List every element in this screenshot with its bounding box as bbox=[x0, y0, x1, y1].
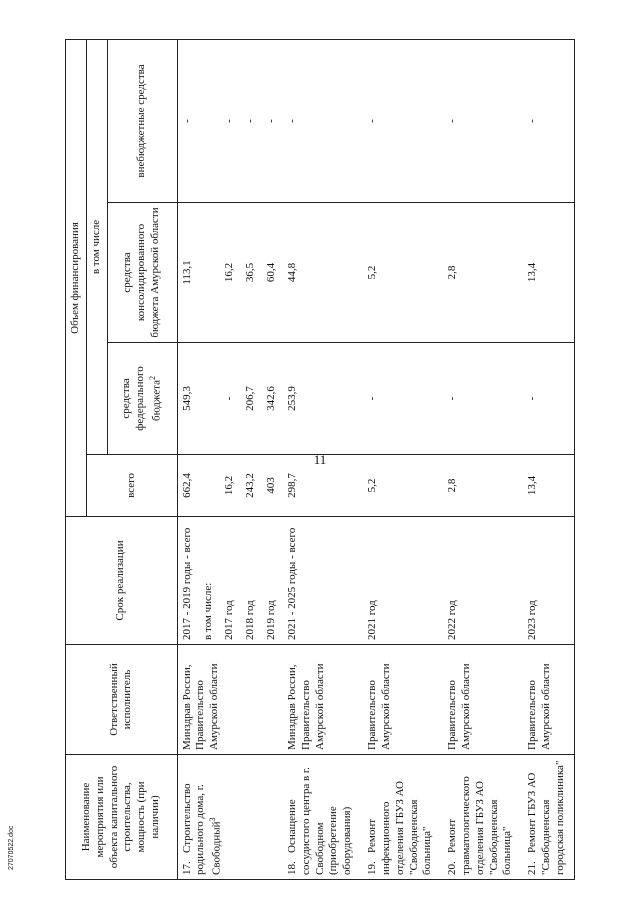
row-extra bbox=[199, 39, 220, 202]
row-name: Оснащение сосудистого центра в г. Свободном (приобретение оборудования) bbox=[286, 767, 354, 875]
row-period: 2021 год bbox=[363, 517, 443, 645]
row-name-footnote: 3 bbox=[208, 817, 217, 822]
row-total: 403 bbox=[262, 455, 283, 517]
row-extra: - bbox=[262, 39, 283, 202]
row-name-cell bbox=[363, 755, 443, 880]
header-period: Срок реализации bbox=[66, 517, 178, 645]
header-regional: средства консолидированного бюджета Амурской области bbox=[107, 203, 177, 343]
row-extra: - bbox=[220, 39, 241, 202]
row-number: 19. bbox=[366, 861, 379, 875]
row-number: 20. bbox=[446, 861, 459, 875]
row-federal: 253,9 bbox=[283, 343, 363, 455]
row-federal: 206,7 bbox=[241, 343, 262, 455]
row-regional: 36,5 bbox=[241, 203, 262, 343]
row-regional: 113,1 bbox=[177, 203, 199, 343]
row-federal: 549,3 bbox=[177, 343, 199, 455]
header-including: в том числе bbox=[86, 39, 107, 454]
header-total: всего bbox=[86, 455, 177, 517]
row-total bbox=[199, 455, 220, 517]
header-executor: Ответственный исполнитель bbox=[66, 645, 178, 755]
table-row bbox=[283, 39, 363, 879]
row-period: 2023 год bbox=[523, 517, 574, 645]
row-extra: - bbox=[283, 39, 363, 202]
row-total: 243,2 bbox=[241, 455, 262, 517]
row-number: 18. bbox=[286, 861, 299, 875]
row-extra: - bbox=[177, 39, 199, 202]
page-number: 11 bbox=[313, 452, 327, 467]
row-total: 16,2 bbox=[220, 455, 241, 517]
row-total: 5,2 bbox=[363, 455, 443, 517]
row-period: в том числе: bbox=[199, 517, 220, 645]
row-federal: 342,6 bbox=[262, 343, 283, 455]
financing-table bbox=[65, 39, 575, 880]
row-name-cell bbox=[443, 755, 523, 880]
row-total: 298,7 bbox=[283, 455, 363, 517]
row-name: Ремонт травматологического отделения ГБУЗ АО "Свободненская больница" bbox=[446, 776, 514, 875]
table-row bbox=[443, 39, 523, 879]
row-number: 17. bbox=[180, 861, 193, 875]
row-regional: 44,8 bbox=[283, 203, 363, 343]
row-regional: 60,4 bbox=[262, 203, 283, 343]
row-period: 2019 год bbox=[262, 517, 283, 645]
row-name: Ремонт инфекционного отделения ГБУЗ АО "Свободненская больница" bbox=[366, 781, 434, 875]
row-total: 2,8 bbox=[443, 455, 523, 517]
row-executor: Минздрав России, Правительство Амурской области bbox=[283, 645, 363, 755]
row-regional: 5,2 bbox=[363, 203, 443, 343]
row-executor: Минздрав России, Правительство Амурской области bbox=[177, 645, 283, 755]
row-federal: - bbox=[220, 343, 241, 455]
row-regional: 13,4 bbox=[523, 203, 574, 343]
row-name-cell bbox=[177, 755, 283, 880]
row-period: 2017 год bbox=[220, 517, 241, 645]
header-financing: Объем финансирования bbox=[66, 39, 87, 516]
row-period: 2017 - 2019 годы - всего bbox=[177, 517, 199, 645]
table-body bbox=[177, 39, 575, 879]
row-total: 13,4 bbox=[523, 455, 574, 517]
row-extra: - bbox=[241, 39, 262, 202]
table-header bbox=[66, 39, 178, 879]
header-name: Наименование мероприятия или объекта капитального строительства, мощность (при наличии) bbox=[66, 755, 178, 880]
row-regional: 16,2 bbox=[220, 203, 241, 343]
table-row bbox=[177, 39, 199, 879]
row-period: 2018 год bbox=[241, 517, 262, 645]
row-federal bbox=[199, 343, 220, 455]
row-extra: - bbox=[523, 39, 574, 202]
header-extra: внебюджетные средства bbox=[107, 39, 177, 202]
row-federal: - bbox=[443, 343, 523, 455]
row-total: 662,4 bbox=[177, 455, 199, 517]
row-executor: Правительство Амурской области bbox=[363, 645, 443, 755]
row-name-cell bbox=[283, 755, 363, 880]
row-name: Строительство родильного дома, г. Свободный bbox=[180, 783, 223, 875]
footer-code: 27070522.doc bbox=[8, 825, 15, 870]
row-extra: - bbox=[363, 39, 443, 202]
financing-table-rotated bbox=[65, 40, 575, 880]
row-executor: Правительство Амурской области bbox=[523, 645, 574, 755]
row-period: 2022 год bbox=[443, 517, 523, 645]
row-extra: - bbox=[443, 39, 523, 202]
table-row bbox=[523, 39, 574, 879]
row-regional bbox=[199, 203, 220, 343]
row-name: Ремонт ГБУЗ АО "Свободненская городская поликлиника" bbox=[526, 760, 566, 875]
table-row bbox=[363, 39, 443, 879]
row-federal: - bbox=[363, 343, 443, 455]
header-federal: средства федерального бюджета$^2$ bbox=[107, 343, 177, 455]
row-regional: 2,8 bbox=[443, 203, 523, 343]
row-federal: - bbox=[523, 343, 574, 455]
row-period: 2021 - 2025 годы - всего bbox=[283, 517, 363, 645]
row-name-cell bbox=[523, 755, 574, 880]
row-executor: Правительство Амурской области bbox=[443, 645, 523, 755]
row-number: 21. bbox=[526, 861, 539, 875]
